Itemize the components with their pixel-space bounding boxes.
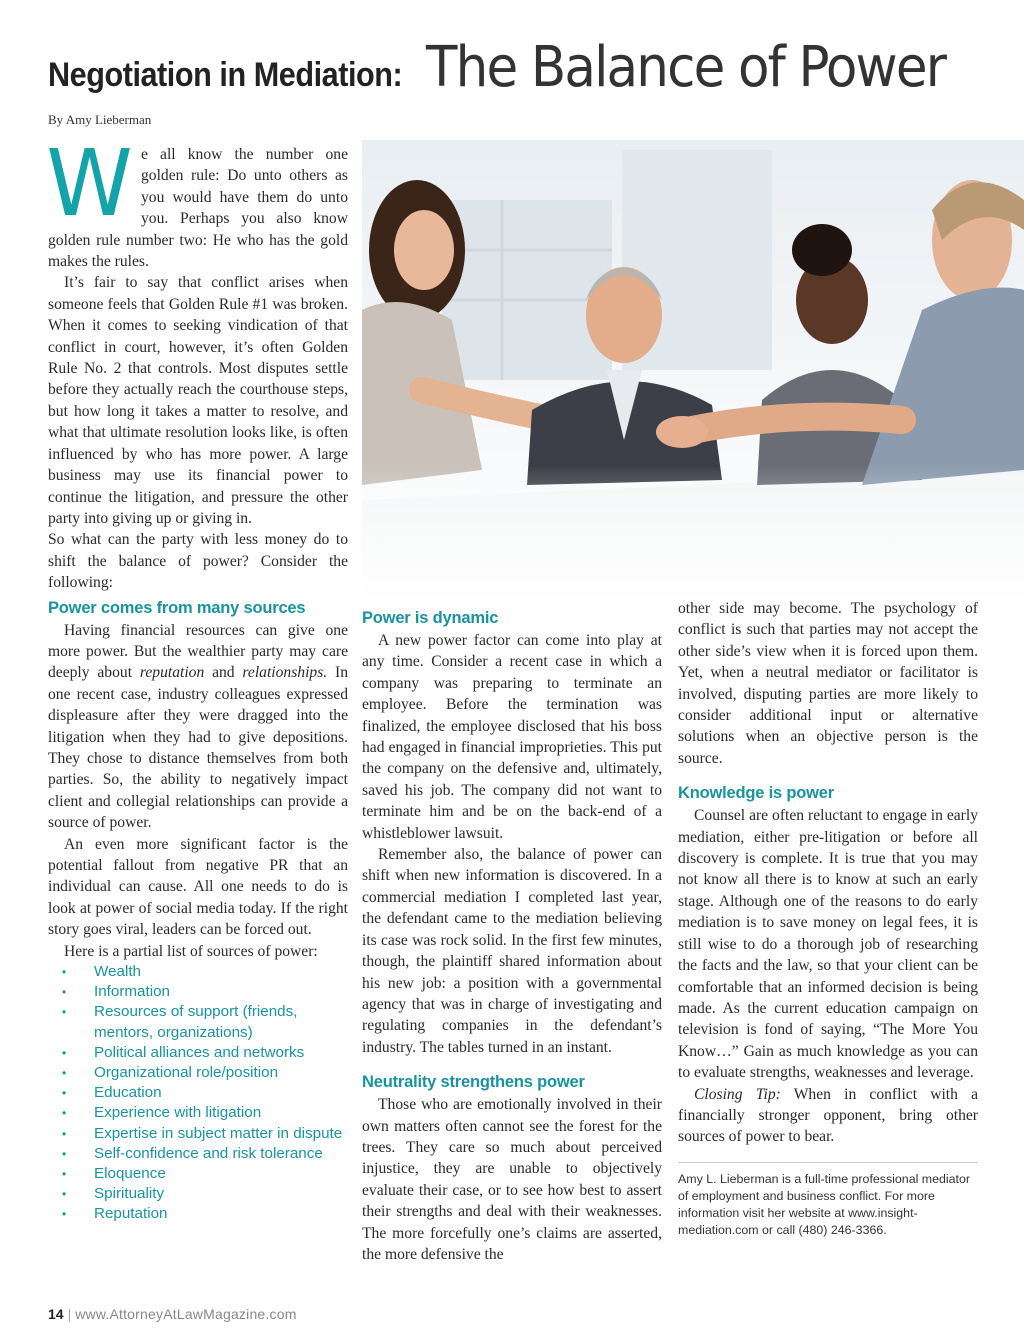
neutrality-paragraph-1: Those who are emotionally involved in their own matters often cannot see the forest for the trees. They care so much about perceived injustice, they are unable to objectively evaluate their case, or to see how best to assert their strengths and deal with their weaknesses. The more forcefully one’s claims are asserted, the more defensive the	[362, 1096, 662, 1263]
many-sources-p1-b: and	[204, 664, 243, 682]
list-item: • Spirituality	[48, 1184, 348, 1204]
list-item: • Education	[48, 1083, 348, 1103]
handshake-illustration	[362, 140, 1024, 605]
article-title-light: The Balance of Power	[425, 35, 945, 100]
list-item: • Wealth	[48, 962, 348, 982]
power-sources-list	[48, 962, 348, 1225]
intro-paragraph-2: It’s fair to say that conflict arises when someone feels that Golden Rule #1 was broken. When it comes to seeking vindication of that conflict in court, however, it’s often Golden Rule No. 2 that controls. Most disputes settle before they actually reach the courthouse steps, but how long it takes a matter to resolve, and what that ultimate resolution looks like, is often influenced by who has more power. A large business may use its financial power to continue the litigation, and pressure the other party into giving up or giving in.	[48, 274, 348, 527]
column-2	[362, 604, 662, 1265]
author-bio: Amy L. Lieberman is a full-time professional mediator of employment and business conflict. For more information visit her website at www.insight-mediation.com or call (480) 246-3366.	[678, 1162, 978, 1239]
list-item: • Self-confidence and risk tolerance	[48, 1144, 348, 1164]
heading-power-dynamic: Power is dynamic	[362, 609, 499, 627]
dynamic-paragraph-2: Remember also, the balance of power can shift when new information is discovered. In a commercial mediation I completed last year, the defendant came to the mediation believing its case was rock solid. In the first few minutes, though, the plaintiff shared information about his new job: a position with a governmental agency that was in charge of investigating and regulating companies in the defendant’s industry. The tables turned in an instant.	[362, 846, 662, 1056]
list-item: • Expertise in subject matter in dispute	[48, 1124, 348, 1144]
closing-tip-label: Closing Tip:	[694, 1085, 781, 1103]
many-sources-paragraph-3: Here is a partial list of sources of power:	[64, 942, 318, 960]
handshake-photo	[362, 140, 1024, 605]
list-item: • Experience with litigation	[48, 1103, 348, 1123]
list-item: • Eloquence	[48, 1164, 348, 1184]
many-sources-p1-c: In one recent case, industry colleagues expressed displeasure after they were dragged into the litigation when they had to give depositions. They chose to distance themselves from both parties. So, the ability to negatively impact client and collegial relationships can provide a source of power.	[48, 664, 348, 832]
column-1	[46, 130, 348, 1225]
page-footer	[48, 1306, 297, 1322]
dynamic-paragraph-1: A new power factor can come into play at any time. Consider a recent case in which a company was preparing to terminate an employee. Before the termination was finalized, the employee disclosed that his boss had engaged in financial improprieties. This put the company on the defensive and, ultimately, saved his job. The company did not want to terminate him and be on the back-end of a whistleblower lawsuit.	[362, 632, 662, 842]
intro-paragraph-1	[46, 130, 348, 272]
emphasis-relationships: relationships.	[242, 664, 328, 682]
knowledge-paragraph-1: Counsel are often reluctant to engage in early mediation, either pre-litigation or before all discovery is complete. It is true that you may not know all there is to know at such an early stage. Although one of the reasons to do early mediation is to save money on legal fees, it is still wise to do a thorough job of researching the facts and the law, so that your client can be comfortable that an informed decision is being made. As the current education campaign on television is fond of saying, “The More You Know…” Gain as much knowledge as you can to evaluate strengths, weaknesses and leverage.	[678, 807, 978, 1082]
list-item: • Political alliances and networks	[48, 1043, 348, 1063]
column-3	[678, 598, 978, 1239]
intro-paragraph-3: So what can the party with less money do to shift the balance of power? Consider the following:	[48, 531, 348, 592]
emphasis-reputation: reputation	[139, 664, 205, 682]
footer-separator: |	[67, 1306, 72, 1322]
drop-cap: W	[46, 130, 133, 237]
heading-many-sources: Power comes from many sources	[48, 598, 306, 617]
list-item: • Information	[48, 982, 348, 1002]
byline: By Amy Lieberman	[48, 112, 152, 127]
closing-tip	[678, 1084, 978, 1148]
footer-website-link[interactable]: www.AttorneyAtLawMagazine.com	[75, 1306, 297, 1322]
list-item: • Organizational role/position	[48, 1063, 348, 1083]
list-item: • Resources of support (friends, mentors, organizations)	[48, 1002, 348, 1042]
heading-neutrality: Neutrality strengthens power	[362, 1073, 585, 1092]
article-title	[48, 35, 1008, 100]
list-item: • Reputation	[48, 1204, 348, 1224]
closing-tip-text: When in conflict with a financially stronger opponent, bring other sources of power to bear.	[678, 1085, 978, 1146]
page-number: 14	[48, 1306, 64, 1322]
article-title-bold: Negotiation in Mediation:	[48, 56, 403, 94]
many-sources-paragraph-2: An even more significant factor is the potential fallout from negative PR that an individual can cause. All one needs to do is look at power of social media today. If the right story goes viral, leaders can be forced out.	[48, 835, 348, 939]
many-sources-paragraph-1	[48, 620, 348, 834]
intro-paragraph-1-text: e all know the number one golden rule: Do unto others as you would have them do unto you. Perhaps you also know golden rule number two: He who has the gold makes the rules.	[48, 146, 348, 271]
heading-knowledge: Knowledge is power	[678, 784, 834, 803]
neutrality-paragraph-continued: other side may become. The psychology of conflict is such that parties may not accept the other side’s view when it is forced upon them. Yet, when a neutral mediator or facilitator is involved, disputing parties are more likely to consider additional input or alternative solutions when an objective person is the source.	[678, 600, 978, 767]
many-sources-p1-a: Having financial resources can give one more power. But the wealthier party may care deeply about	[48, 621, 348, 682]
